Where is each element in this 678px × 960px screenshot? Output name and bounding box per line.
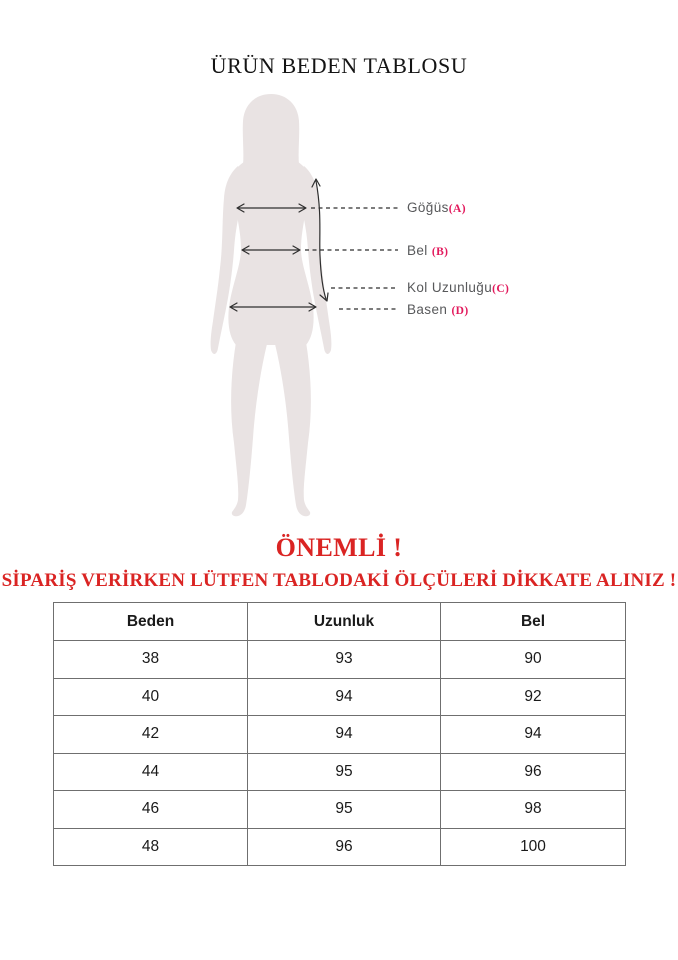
measurement-label-kol-uzunlugu-text: Kol Uzunluğu xyxy=(407,280,493,295)
size-table-cell: 40 xyxy=(54,678,248,716)
measurement-label-gogus-text: Göğüs xyxy=(407,200,449,215)
size-table-row xyxy=(54,828,626,866)
size-table-cell: 95 xyxy=(248,753,441,791)
measurement-label-basen-text: Basen xyxy=(407,302,452,317)
size-table-cell: 100 xyxy=(441,828,626,866)
measurement-code-b: (B) xyxy=(431,246,449,258)
measurement-label-gogus xyxy=(407,200,466,215)
size-table-cell: 95 xyxy=(248,791,441,829)
warning-subheading: SİPARİŞ VERİRKEN LÜTFEN TABLODAKİ ÖLÇÜLERİ DİKKATE ALINIZ ! xyxy=(1,570,677,591)
size-table-cell: 38 xyxy=(54,641,248,679)
measurement-label-basen xyxy=(407,302,469,317)
size-table-cell: 90 xyxy=(441,641,626,679)
size-table-cell: 48 xyxy=(54,828,248,866)
size-table-cell: 44 xyxy=(54,753,248,791)
size-table-row xyxy=(54,716,626,754)
measurement-label-bel xyxy=(407,243,448,258)
size-table-cell: 42 xyxy=(54,716,248,754)
size-table-cell: 98 xyxy=(441,791,626,829)
size-table-cell: 92 xyxy=(441,678,626,716)
measurement-code-c: (C) xyxy=(492,283,510,295)
warning-heading: ÖNEMLİ ! xyxy=(275,533,403,562)
size-table-row xyxy=(54,753,626,791)
size-table-cell: 94 xyxy=(441,716,626,754)
page-title: ÜRÜN BEDEN TABLOSU xyxy=(210,53,468,78)
size-table-cell: 46 xyxy=(54,791,248,829)
size-table-col-bel: Bel xyxy=(441,603,626,641)
size-table-cell: 96 xyxy=(248,828,441,866)
size-table-row xyxy=(54,641,626,679)
size-table-col-beden: Beden xyxy=(54,603,248,641)
size-table-cell: 93 xyxy=(248,641,441,679)
size-table-cell: 94 xyxy=(248,678,441,716)
size-table-row xyxy=(54,791,626,829)
measurement-label-bel-text: Bel xyxy=(407,243,432,258)
measurement-label-kol-uzunlugu xyxy=(407,280,509,295)
measurement-code-d: (D) xyxy=(451,305,469,317)
body-measurement-diagram xyxy=(170,88,420,528)
size-table-cell: 96 xyxy=(441,753,626,791)
size-table-col-uzunluk: Uzunluk xyxy=(248,603,441,641)
size-table-row xyxy=(54,678,626,716)
size-table xyxy=(53,602,626,866)
size-table-cell: 94 xyxy=(248,716,441,754)
size-table-header-row xyxy=(54,603,626,641)
measurement-code-a: (A) xyxy=(448,203,466,215)
